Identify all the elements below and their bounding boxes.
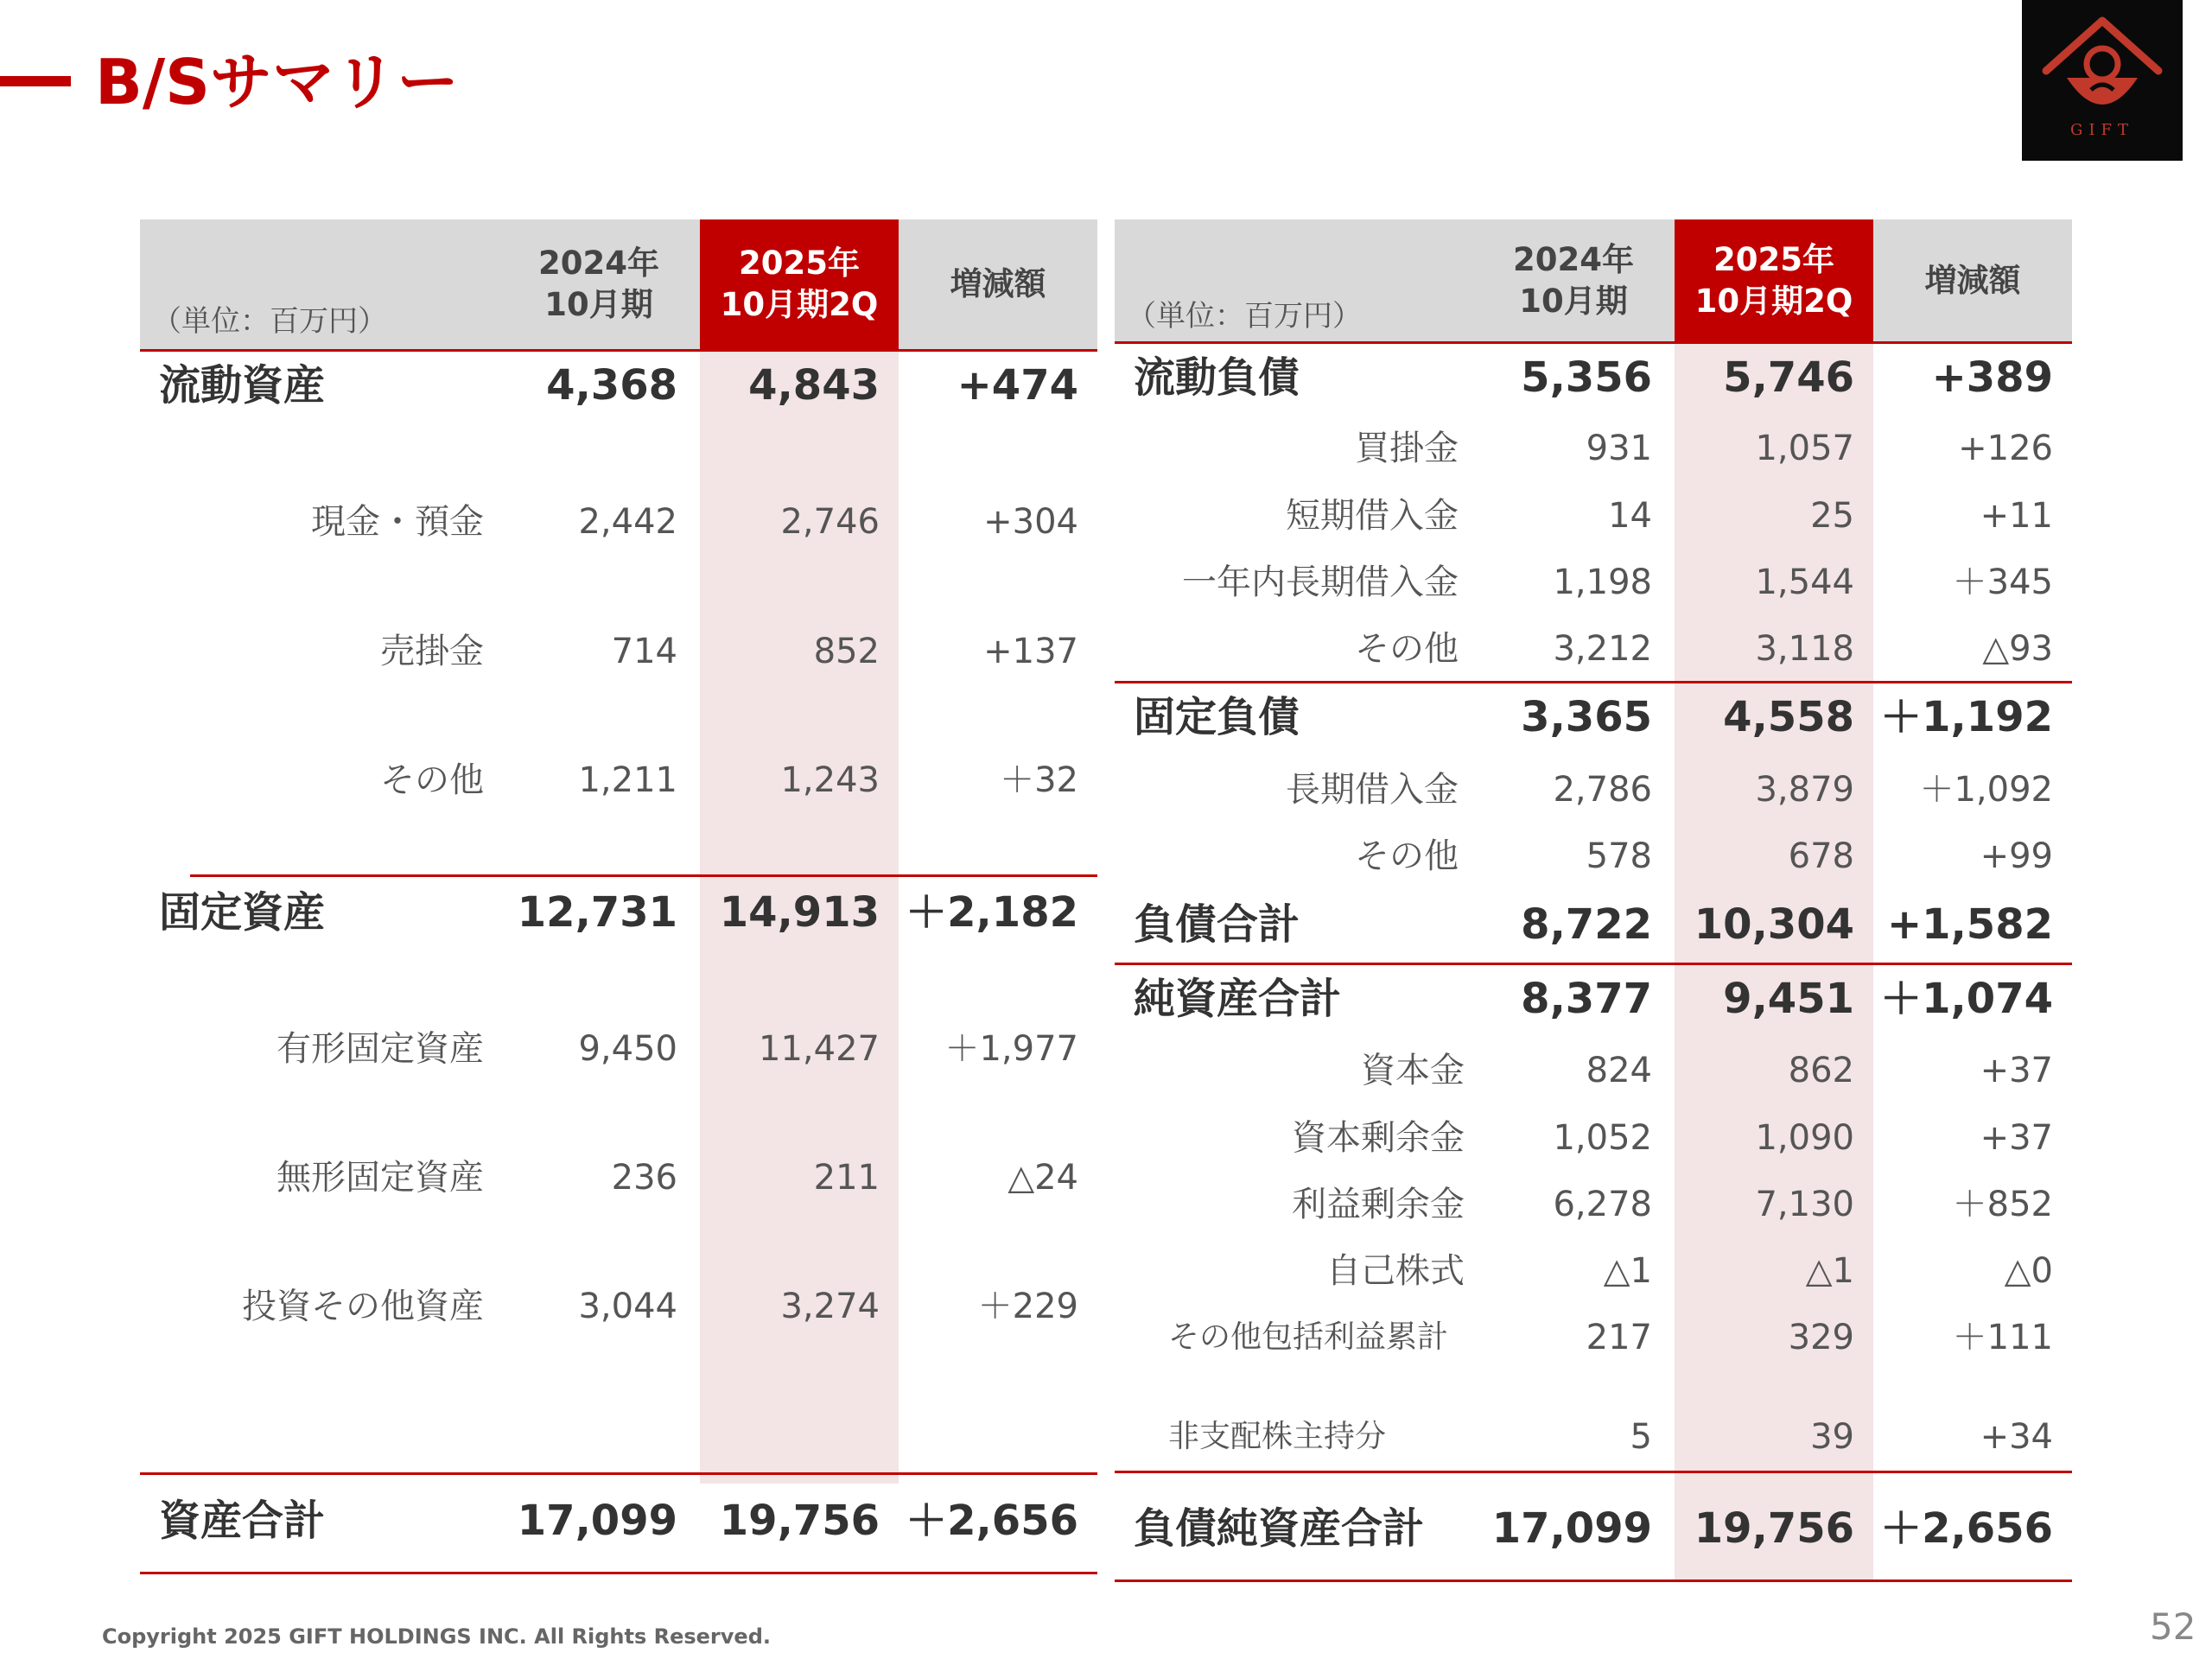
- value-change: △24: [1007, 1158, 1078, 1198]
- header-divider: [1115, 341, 2072, 344]
- value-change: +126: [1958, 429, 2053, 468]
- copyright-notice: Copyright 2025 GIFT HOLDINGS INC. All Rights Reserved.: [102, 1624, 771, 1649]
- value-fy2025-2q: 2,746: [780, 502, 880, 542]
- table-row: [1115, 826, 2072, 887]
- header-fy2025-period: 10月期2Q: [1694, 283, 1853, 320]
- value-fy2025-2q: 9,451: [1723, 975, 1854, 1023]
- table-row: [1115, 1498, 2072, 1559]
- value-fy2024: 2,442: [578, 502, 677, 542]
- table-row: [140, 492, 1097, 552]
- value-change: +1,582: [1886, 900, 2053, 949]
- value-fy2025-2q: 14,913: [719, 888, 880, 937]
- total-divider-bottom: [1115, 1580, 2072, 1582]
- unit-label: （単位：百万円）: [1127, 299, 1362, 334]
- table-row: [1115, 619, 2072, 679]
- row-label: 負債合計: [1134, 900, 1300, 949]
- value-fy2024: 3,365: [1521, 693, 1652, 741]
- value-fy2024: 2,786: [1553, 770, 1652, 810]
- value-change: ＋852: [1952, 1185, 2053, 1224]
- table-row: [140, 1019, 1097, 1079]
- table-row: [140, 1147, 1097, 1208]
- value-fy2025-2q: 10,304: [1694, 900, 1854, 949]
- table-row: [140, 750, 1097, 810]
- title-accent-bar: [0, 76, 71, 86]
- value-fy2024: 714: [611, 632, 677, 671]
- value-change: +474: [957, 361, 1078, 410]
- value-fy2025-2q: 7,130: [1755, 1185, 1854, 1224]
- header-fy2024-year: 2024年: [1513, 241, 1634, 278]
- value-fy2024: 12,731: [517, 888, 677, 937]
- value-fy2024: 1,052: [1553, 1118, 1652, 1158]
- table-row: [1115, 687, 2072, 747]
- row-label: 一年内長期借入金: [1182, 563, 1459, 602]
- assets-table: [140, 219, 1097, 1576]
- value-change: +304: [983, 502, 1078, 542]
- company-logo: [2022, 0, 2183, 161]
- section-divider: [1115, 681, 2072, 683]
- value-fy2024: 9,450: [578, 1029, 677, 1069]
- row-label: 流動資産: [159, 361, 326, 410]
- value-fy2025-2q: 19,756: [719, 1497, 880, 1545]
- value-fy2025-2q: 5,746: [1723, 353, 1854, 402]
- value-fy2025-2q: 19,756: [1694, 1504, 1854, 1553]
- row-label: 流動負債: [1134, 353, 1300, 402]
- table-row: [1115, 347, 2072, 408]
- value-fy2025-2q: 678: [1788, 836, 1854, 876]
- value-change: ＋111: [1952, 1318, 2053, 1357]
- value-change: +37: [1980, 1051, 2053, 1090]
- section-divider: [190, 874, 1097, 877]
- value-fy2025-2q: 1,243: [780, 760, 880, 800]
- value-fy2024: 217: [1586, 1318, 1652, 1357]
- value-change: ＋2,656: [1880, 1504, 2053, 1553]
- row-label: 非支配株主持分: [1168, 1419, 1387, 1454]
- value-fy2025-2q: 3,274: [780, 1287, 880, 1326]
- value-fy2025-2q: 4,558: [1723, 693, 1854, 741]
- header-divider: [140, 349, 1097, 352]
- table-row: [1115, 418, 2072, 479]
- value-fy2025-2q: 329: [1788, 1318, 1854, 1357]
- value-fy2024: 824: [1586, 1051, 1652, 1090]
- section-divider: [1115, 963, 2072, 965]
- table-row: [1115, 486, 2072, 546]
- row-label: 純資産合計: [1134, 975, 1342, 1023]
- header-change-label: 増減額: [950, 265, 1046, 302]
- row-label: 固定資産: [159, 888, 326, 937]
- value-fy2025-2q: △1: [1805, 1251, 1854, 1291]
- row-label: その他: [1355, 629, 1459, 669]
- header-fy2025-period: 10月期2Q: [720, 286, 879, 323]
- table-row: [1115, 1307, 2072, 1368]
- value-change: ＋32: [1000, 760, 1078, 800]
- value-change: ＋2,656: [906, 1497, 1078, 1545]
- table-row: [1115, 1174, 2072, 1235]
- value-fy2025-2q: 1,090: [1755, 1118, 1854, 1158]
- row-label: 自己株式: [1326, 1251, 1465, 1291]
- table-row: [1115, 894, 2072, 955]
- header-fy2025-year: 2025年: [739, 245, 860, 282]
- value-change: +34: [1980, 1417, 2053, 1457]
- table-row: [140, 1491, 1097, 1551]
- row-label: 短期借入金: [1286, 496, 1459, 536]
- value-fy2025-2q: 211: [813, 1158, 880, 1198]
- total-divider-bottom: [140, 1572, 1097, 1574]
- row-label: 売掛金: [380, 632, 484, 671]
- total-divider-top: [1115, 1471, 2072, 1473]
- liabilities-table: [1115, 219, 2072, 1585]
- value-fy2025-2q: 852: [813, 632, 880, 671]
- row-label: その他: [1355, 836, 1459, 876]
- value-fy2025-2q: 1,057: [1755, 429, 1854, 468]
- value-change: +99: [1980, 836, 2053, 876]
- table-row: [1115, 1040, 2072, 1101]
- header-fy2025-2q: [1675, 219, 1873, 342]
- value-fy2025-2q: 25: [1810, 496, 1854, 536]
- value-fy2025-2q: 3,879: [1755, 770, 1854, 810]
- value-change: △93: [1982, 629, 2053, 669]
- table-row: [1115, 760, 2072, 820]
- value-fy2025-2q: 39: [1810, 1417, 1854, 1457]
- table-row: [140, 621, 1097, 682]
- logo-text: GIFT: [2070, 121, 2134, 139]
- header-fy2024-year: 2024年: [538, 245, 659, 282]
- header-change: [1873, 219, 2072, 342]
- table-row: [140, 1276, 1097, 1337]
- value-fy2025-2q: 862: [1788, 1051, 1854, 1090]
- value-fy2024: 5: [1630, 1417, 1652, 1457]
- table-row: [140, 882, 1097, 943]
- value-change: ＋1,977: [944, 1029, 1078, 1069]
- header-change: [899, 219, 1097, 349]
- header-fy2025-2q: [700, 219, 899, 349]
- value-change: ＋1,092: [1919, 770, 2053, 810]
- value-change: +389: [1931, 353, 2053, 402]
- unit-label: （単位：百万円）: [152, 304, 387, 339]
- value-fy2024: 578: [1586, 836, 1652, 876]
- header-fy2024: [498, 219, 700, 349]
- table-row: [1115, 969, 2072, 1029]
- header-change-label: 増減額: [1924, 262, 2021, 299]
- value-change: ＋1,074: [1880, 975, 2053, 1023]
- row-label: その他: [380, 760, 484, 800]
- row-label: 固定負債: [1134, 693, 1300, 741]
- value-fy2024: △1: [1603, 1251, 1652, 1291]
- row-label: 現金・預金: [311, 502, 484, 542]
- total-divider-top: [140, 1472, 1097, 1475]
- value-fy2024: 5,356: [1521, 353, 1652, 402]
- value-fy2025-2q: 4,843: [748, 361, 880, 410]
- row-label: 資本剰余金: [1292, 1118, 1465, 1158]
- value-change: +137: [983, 632, 1078, 671]
- value-fy2024: 14: [1608, 496, 1652, 536]
- value-fy2024: 8,377: [1521, 975, 1652, 1023]
- row-label: 無形固定資産: [276, 1158, 484, 1198]
- page-number: 52: [2150, 1605, 2196, 1648]
- value-fy2024: 17,099: [1491, 1504, 1652, 1553]
- row-label: 資産合計: [159, 1497, 326, 1545]
- value-fy2025-2q: 1,544: [1755, 563, 1854, 602]
- value-fy2025-2q: 3,118: [1755, 629, 1854, 669]
- page-title: B/Sサマリー: [95, 46, 460, 118]
- value-change: ＋345: [1952, 563, 2053, 602]
- row-label: 買掛金: [1355, 429, 1459, 468]
- table-row: [1115, 1108, 2072, 1168]
- value-fy2024: 3,044: [578, 1287, 677, 1326]
- row-label: その他包括利益累計: [1168, 1319, 1449, 1355]
- value-fy2024: 4,368: [546, 361, 677, 410]
- value-fy2024: 236: [611, 1158, 677, 1198]
- value-fy2024: 8,722: [1521, 900, 1652, 949]
- value-fy2024: 6,278: [1553, 1185, 1652, 1224]
- header-fy2024-period: 10月期: [544, 286, 653, 323]
- header-fy2024-period: 10月期: [1519, 283, 1628, 320]
- row-label: 負債純資産合計: [1134, 1504, 1425, 1553]
- header-fy2024: [1472, 219, 1675, 342]
- value-change: ＋1,192: [1880, 693, 2053, 741]
- value-fy2024: 1,198: [1553, 563, 1652, 602]
- value-change: △0: [2004, 1251, 2053, 1291]
- row-label: 長期借入金: [1286, 770, 1459, 810]
- row-label: 資本金: [1361, 1051, 1465, 1090]
- table-row: [1115, 552, 2072, 613]
- value-fy2024: 17,099: [517, 1497, 677, 1545]
- table-row: [1115, 1241, 2072, 1301]
- row-label: 利益剰余金: [1292, 1185, 1465, 1224]
- value-change: ＋2,182: [906, 888, 1078, 937]
- table-row: [140, 355, 1097, 416]
- header-fy2025-year: 2025年: [1713, 241, 1834, 278]
- table-row: [1115, 1407, 2072, 1467]
- value-fy2025-2q: 11,427: [759, 1029, 880, 1069]
- value-change: ＋229: [977, 1287, 1078, 1326]
- value-fy2024: 3,212: [1553, 629, 1652, 669]
- value-fy2024: 1,211: [578, 760, 677, 800]
- value-fy2024: 931: [1586, 429, 1652, 468]
- value-change: +37: [1980, 1118, 2053, 1158]
- value-change: +11: [1980, 496, 2053, 536]
- row-label: 投資その他資産: [242, 1287, 484, 1326]
- row-label: 有形固定資産: [276, 1029, 484, 1069]
